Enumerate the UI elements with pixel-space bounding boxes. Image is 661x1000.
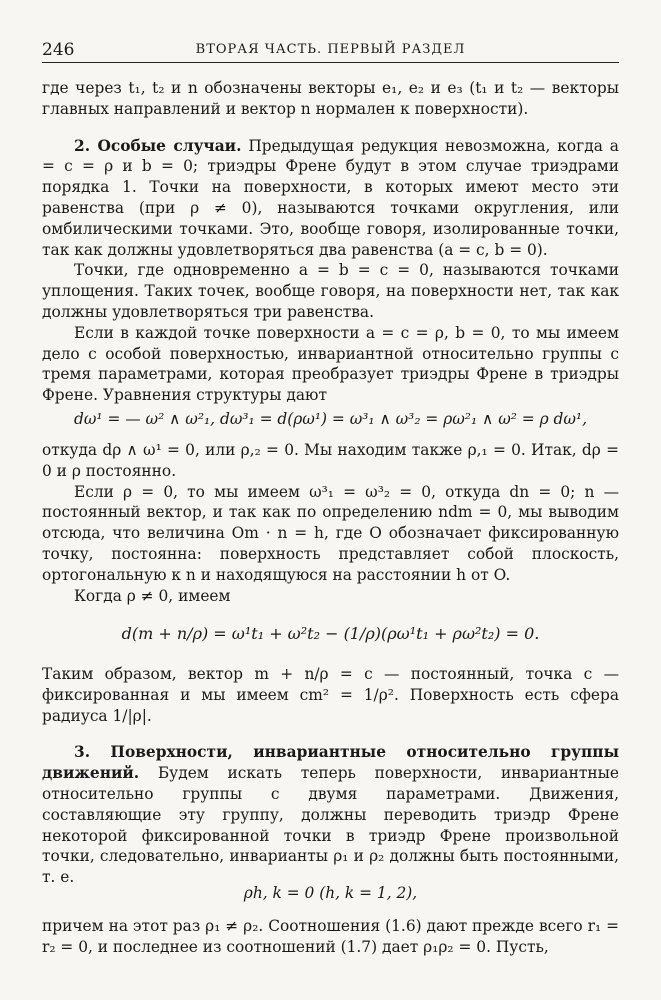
paragraph: причем на этот раз ρ₁ ≠ ρ₂. Соотношения (1.6) дают прежде всего r₁ = r₂ = 0, и последнее из соотношений (1.7) дает ρ₁ρ₂ = 0. Пусть, (42, 917, 619, 956)
formula-invariants-constant: ρh, k = 0 (h, k = 1, 2), (243, 884, 418, 902)
formula-structure-equations: dω¹ = — ω² ∧ ω²₁, dω³₁ = d(ρω¹) = ω³₁ ∧ ω³₂ = ρω²₁ ∧ ω² = ρ dω¹, (73, 410, 587, 428)
text-block-1 (42, 78, 619, 406)
paragraph: Когда ρ ≠ 0, имеем (74, 586, 231, 605)
paragraph: откуда dρ ∧ ω¹ = 0, или ρ,₂ = 0. Мы находим также ρ,₁ = 0. Итак, dρ = 0 и ρ постоянно. (42, 441, 619, 480)
section-2-paragraph (42, 136, 619, 261)
section-3-paragraph (42, 742, 619, 888)
section-text: Предыдущая редукция невозможна, когда a = c = ρ и b = 0; триэдры Френе будут в этом случае триэдрами порядка 1. Точки на поверхности, в которых имеют место эти равенства (при ρ ≠ 0), называются точками округления, или омбилическими точками. Это, вообще говоря, изолированные точки, так как должны удовлетворяться два равенства (a = c, b = 0). (42, 136, 619, 259)
section-heading: 2. Особые случаи. (74, 136, 242, 155)
paragraph: Таким образом, вектор m + n/ρ = c — постоянный, точка c — фиксированная и мы имеем cm² = 1/ρ². Поверхность есть сфера радиуса 1/|ρ|. (42, 665, 619, 725)
running-title: ВТОРАЯ ЧАСТЬ. ПЕРВЫЙ РАЗДЕЛ (195, 42, 466, 57)
text-block-2 (42, 440, 619, 606)
paragraph: Если в каждой точке поверхности a = c = ρ, b = 0, то мы имеем дело с особой поверхностью, инвариантной относительно группы с тремя параметрами, которая преобразует триэдры Френе в триэдры Френе. Уравнения структуры дают (42, 323, 619, 405)
section-heading: 3. Поверхности, инвариантные относительно группы движений. (42, 743, 619, 783)
page-number: 246 (42, 40, 75, 60)
page-header (42, 40, 619, 63)
section-text: Будем искать теперь поверхности, инвариантные относительно группы с двумя параметрами. Движения, составляющие эту группу, должны переводить триэдр Френе некоторой фиксированной точки в триэдр Френе произвольной точки, следовательно, инварианты ρ₁ и ρ₂ должны быть постоянными, т. е. (42, 764, 619, 887)
text-block-4 (42, 916, 619, 958)
formula-sphere-center: d(m + n/ρ) = ω¹t₁ + ω²t₂ − (1/ρ)(ρω¹t₁ + ρω²t₂) = 0. (121, 624, 540, 643)
text-block-3 (42, 664, 619, 888)
paragraph: Точки, где одновременно a = b = c = 0, называются точками уплощения. Таких точек, вообще говоря, на поверхности нет, так как должны удовлетворяться три равенства. (42, 261, 619, 321)
paragraph: где через t₁, t₂ и n обозначены векторы e₁, e₂ и e₃ (t₁ и t₂ — векторы главных направлений и вектор n нормален к поверхности). (42, 79, 619, 118)
paragraph: Если ρ = 0, то мы имеем ω³₁ = ω³₂ = 0, откуда dn = 0; n — постоянный вектор, и так как по определению ndm = 0, мы выводим отсюда, что величина Om · n = h, где O обозначает фиксированную точку, постоянна: поверхность представляет собой плоскость, ортогональную к n и находящуюся на расстоянии h от O. (42, 482, 619, 584)
